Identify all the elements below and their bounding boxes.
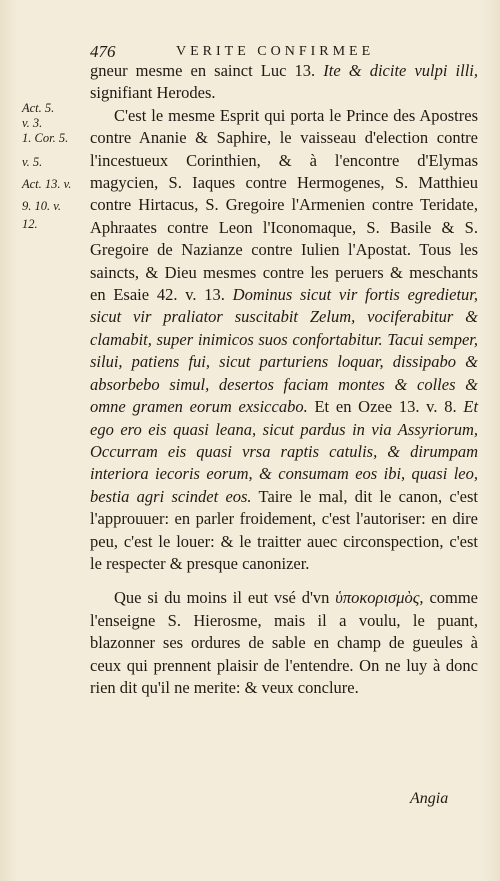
paragraph-continuation xyxy=(90,60,478,105)
text-run: Et en Ozee 13. v. 8. xyxy=(314,397,457,417)
page-number: 476 xyxy=(90,42,116,61)
margin-note: 12. xyxy=(22,217,38,231)
margin-note: v. 5. xyxy=(22,155,43,169)
latin-quote: Ite & dicite vulpi illi, xyxy=(323,61,479,80)
margin-note: 9. 10. v. xyxy=(22,199,61,213)
text-run: Que si du moins il eut vsé d'vn xyxy=(114,588,330,608)
greek-word: ὑποκορισμὸς, xyxy=(335,588,424,608)
paragraph xyxy=(90,105,478,576)
body-text xyxy=(90,60,478,699)
margin-note: Act. 13. v. xyxy=(22,177,72,191)
catchword: Angia xyxy=(410,790,449,807)
text-run: comme l'enseigne S. Hierosme, mais il a voulu, le puant, blazonner ses ordures de sable en champ de gueules à ceux qui prennent plaisir de l'entendre. On ne luy à donc rien dit qu'il ne merite: & veux conclure. xyxy=(90,588,479,697)
latin-quote: Et ego ero eis quasi leana, sicut pardus in via Assyriorum, Occurram eis quasi vrsa raptis catulis, & dirumpam interiora iecoris eorum, & consumam eos ibi, quasi leo, bestia agri scindet eos. xyxy=(90,397,479,506)
margin-note: Act. 5. xyxy=(22,101,55,115)
text-run: Taire le mal, dit le canon, c'est l'approuuer: en parler froidement, c'est l'autoriser: en dire peu, c'est le louer: & le traitter auec circonspection, c'est le respecter & presque canonizer. xyxy=(90,486,478,573)
text-run: gneur mesme en sainct Luc 13. xyxy=(90,61,316,80)
paragraph-gap xyxy=(90,575,478,587)
text-run: C'est le mesme Esprit qui porta le Prince des Apostres contre Ananie & Saphire, le vaisseau d'election contre l'incestueux Corinthien, & à l'encontre d'Elymas magycien, S. Iaques contre Hermogenes, S. Matthieu contre Hirtacus, S. Gregoire l'Armenien contre Teridate, Aphraates contre Leon l'Iconomaque, S. Basile & S. Gregoire de Nazianze contre Iulien l'Apostat. Tous les saincts, & Dieu mesmes contre les peruers & meschants en Esaie 42. v. 13. xyxy=(90,105,478,305)
margin-note: 1. Cor. 5. xyxy=(22,131,69,145)
paragraph xyxy=(90,587,478,699)
latin-quote: Dominus sicut vir fortis egredietur, sicut vir praliator suscitabit Zelum, vociferabitur & clamabit, super inimicos suos confortabitur. Tacui semper, silui, patiens fui, sicut parturiens loquar, dissipabo & absorbebo simul, desertos faciam montes & colles & omne gramen eorum exsiccabo. xyxy=(90,285,479,417)
running-title: VERITE CONFIRMEE xyxy=(176,44,375,59)
text-run: signifiant Herodes. xyxy=(90,83,216,103)
margin-note: v. 3. xyxy=(22,116,43,130)
